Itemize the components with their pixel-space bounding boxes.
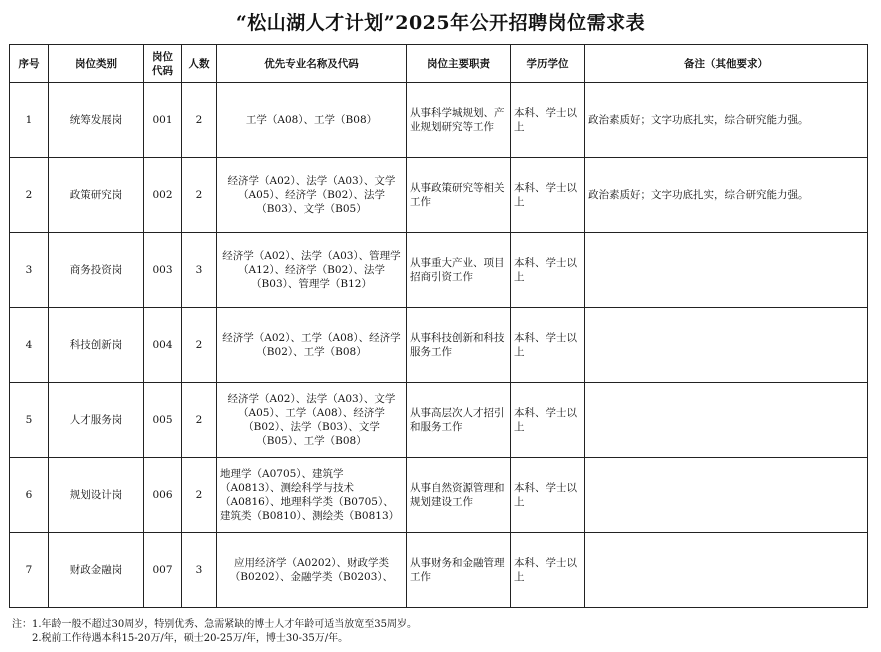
cell-category: 人才服务岗	[49, 383, 144, 458]
cell-majors: 工学（A08）、工学（B08）	[217, 83, 407, 158]
header-majors: 优先专业名称及代码	[217, 45, 407, 83]
table-row	[10, 383, 868, 458]
cell-category: 科技创新岗	[49, 308, 144, 383]
cell-majors: 经济学（A02）、法学（A03）、管理学（A12）、经济学（B02）、法学（B03）、管理学（B12）	[217, 233, 407, 308]
cell-duties: 从事科学城规划、产业规划研究等工作	[407, 83, 511, 158]
footnote-1: 注：1.年龄一般不超过30周岁，特别优秀、急需紧缺的博士人才年龄可适当放宽至35周岁。	[12, 619, 417, 630]
cell-degree: 本科、学士以上	[511, 383, 585, 458]
table-row	[10, 233, 868, 308]
cell-code: 003	[144, 233, 182, 308]
cell-category: 统筹发展岗	[49, 83, 144, 158]
cell-code: 005	[144, 383, 182, 458]
cell-count: 3	[182, 533, 217, 608]
cell-seq: 5	[10, 383, 49, 458]
cell-count: 2	[182, 458, 217, 533]
cell-code: 004	[144, 308, 182, 383]
header-count: 人数	[182, 45, 217, 83]
cell-duties: 从事重大产业、项目招商引资工作	[407, 233, 511, 308]
cell-count: 3	[182, 233, 217, 308]
cell-code: 001	[144, 83, 182, 158]
cell-degree: 本科、学士以上	[511, 83, 585, 158]
cell-seq: 3	[10, 233, 49, 308]
cell-majors: 应用经济学（A0202）、财政学类（B0202）、金融学类（B0203）、	[217, 533, 407, 608]
table-row	[10, 158, 868, 233]
cell-degree: 本科、学士以上	[511, 233, 585, 308]
cell-degree: 本科、学士以上	[511, 308, 585, 383]
table-row	[10, 83, 868, 158]
cell-seq: 7	[10, 533, 49, 608]
cell-remarks: 政治素质好；文字功底扎实，综合研究能力强。	[585, 83, 868, 158]
cell-majors: 经济学（A02）、法学（A03）、文学（A05）、经济学（B02）、法学（B03）、文学（B05）	[217, 158, 407, 233]
header-code: 岗位代码	[144, 45, 182, 83]
cell-remarks	[585, 383, 868, 458]
cell-remarks	[585, 533, 868, 608]
header-remarks: 备注（其他要求）	[585, 45, 868, 83]
cell-remarks: 政治素质好；文字功底扎实，综合研究能力强。	[585, 158, 868, 233]
cell-category: 规划设计岗	[49, 458, 144, 533]
footnotes	[12, 618, 417, 646]
cell-count: 2	[182, 308, 217, 383]
cell-duties: 从事财务和金融管理工作	[407, 533, 511, 608]
cell-duties: 从事科技创新和科技服务工作	[407, 308, 511, 383]
table-row	[10, 458, 868, 533]
cell-seq: 6	[10, 458, 49, 533]
table-header-row	[10, 45, 868, 83]
header-duties: 岗位主要职责	[407, 45, 511, 83]
cell-remarks	[585, 308, 868, 383]
cell-code: 007	[144, 533, 182, 608]
cell-remarks	[585, 233, 868, 308]
cell-code: 006	[144, 458, 182, 533]
cell-seq: 4	[10, 308, 49, 383]
cell-count: 2	[182, 158, 217, 233]
cell-category: 商务投资岗	[49, 233, 144, 308]
cell-category: 政策研究岗	[49, 158, 144, 233]
cell-majors: 经济学（A02）、工学（A08）、经济学（B02）、工学（B08）	[217, 308, 407, 383]
cell-duties: 从事政策研究等相关工作	[407, 158, 511, 233]
cell-degree: 本科、学士以上	[511, 458, 585, 533]
cell-category: 财政金融岗	[49, 533, 144, 608]
cell-count: 2	[182, 83, 217, 158]
cell-degree: 本科、学士以上	[511, 533, 585, 608]
cell-code: 002	[144, 158, 182, 233]
header-degree: 学历学位	[511, 45, 585, 83]
cell-majors: 经济学（A02）、法学（A03）、文学（A05）、工学（A08）、经济学（B02）、法学（B03）、文学（B05）、工学（B08）	[217, 383, 407, 458]
cell-duties: 从事高层次人才招引和服务工作	[407, 383, 511, 458]
cell-seq: 2	[10, 158, 49, 233]
footnote-2: 2.税前工作待遇本科15-20万/年，硕士20-25万/年，博士30-35万/年。	[32, 633, 349, 644]
header-seq: 序号	[10, 45, 49, 83]
cell-degree: 本科、学士以上	[511, 158, 585, 233]
cell-majors: 地理学（A0705）、建筑学（A0813）、测绘科学与技术（A0816）、地理科学类（B0705）、建筑类（B0810）、测绘类（B0813）	[217, 458, 407, 533]
cell-seq: 1	[10, 83, 49, 158]
table-row	[10, 533, 868, 608]
cell-remarks	[585, 458, 868, 533]
cell-count: 2	[182, 383, 217, 458]
job-table	[9, 44, 868, 608]
header-category: 岗位类别	[49, 45, 144, 83]
cell-duties: 从事自然资源管理和规划建设工作	[407, 458, 511, 533]
table-row	[10, 308, 868, 383]
page-title: “松山湖人才计划”2025年公开招聘岗位需求表	[235, 12, 646, 34]
